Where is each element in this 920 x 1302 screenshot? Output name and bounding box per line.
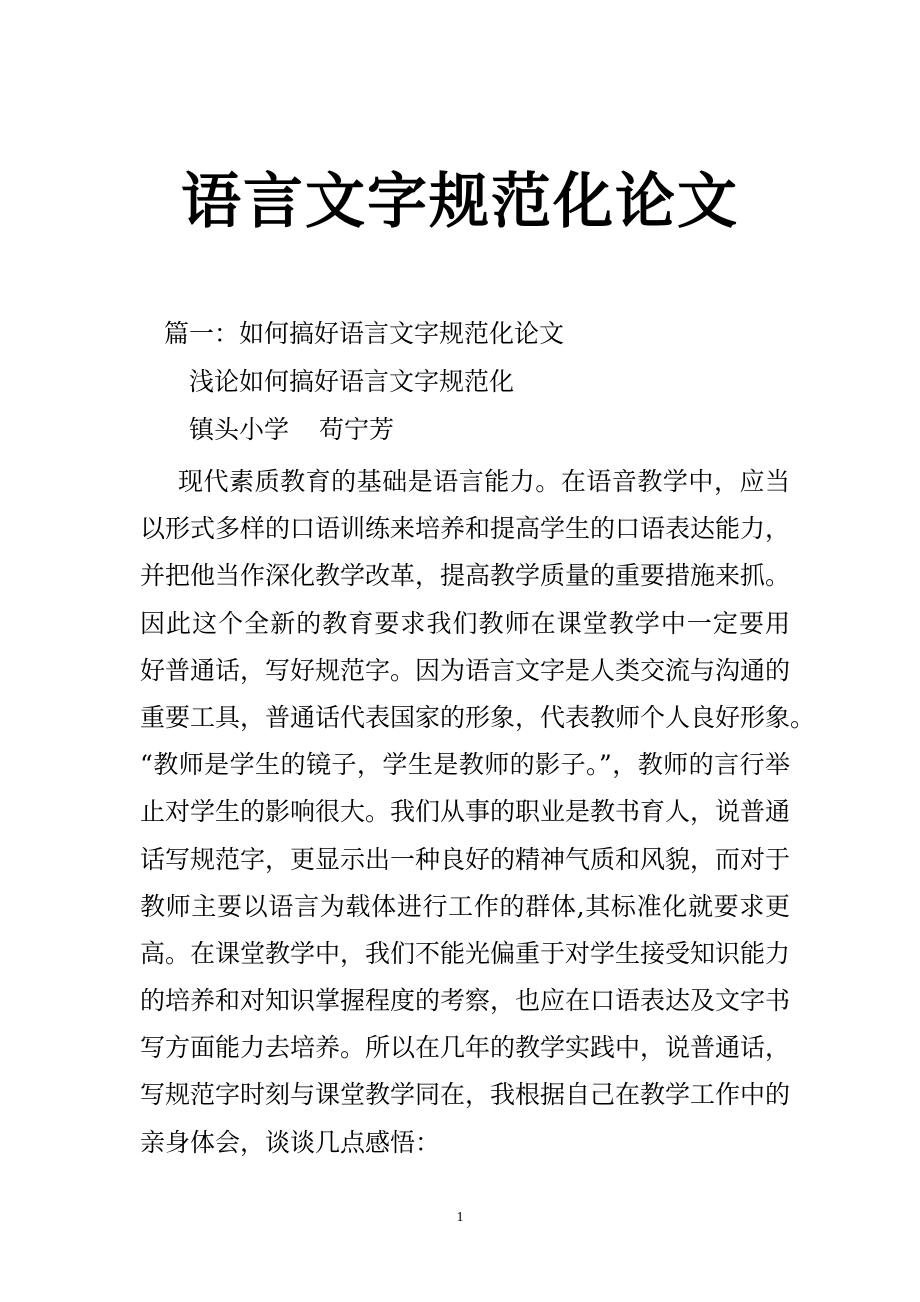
body-line: 因此这个全新的教育要求我们教师在课堂教学中一定要用	[140, 608, 790, 638]
author-line	[189, 412, 394, 448]
body-line: 写规范字时刻与课堂教学同在，我根据自己在教学工作中的	[140, 1080, 791, 1110]
page-number: 1	[456, 1210, 464, 1225]
body-line: 止对学生的影响很大。我们从事的职业是教书育人，说普通	[140, 797, 791, 827]
section-heading: 篇一：如何搞好语言文字规范化论文	[164, 319, 565, 348]
document-title: 语言文字规范化论文	[181, 167, 739, 237]
body-line: 以形式多样的口语训练来培养和提高学生的口语表达能力，	[140, 514, 791, 544]
author-name: 苟宁芳	[319, 415, 395, 444]
body-line: 重要工具，普通话代表国家的形象，代表教师个人良好形象。	[140, 702, 816, 732]
body-line: 好普通话，写好规范字。因为语言文字是人类交流与沟通的	[140, 655, 791, 685]
body-paragraph	[140, 458, 816, 1166]
body-line: 的培养和对知识掌握程度的考察，也应在口语表达及文字书	[140, 986, 791, 1016]
body-line: 并把他当作深化教学改革，提高教学质量的重要措施来抓。	[140, 561, 791, 591]
body-line: 高。在课堂教学中，我们不能光偏重于对学生接受知识能力	[140, 938, 791, 968]
body-line: 亲身体会，谈谈几点感悟：	[140, 1127, 441, 1157]
article-subtitle: 浅论如何搞好语言文字规范化	[189, 367, 515, 396]
body-line: 写方面能力去培养。所以在几年的教学实践中，说普通话，	[140, 1033, 791, 1063]
author-school: 镇头小学	[189, 415, 290, 444]
body-line: “教师是学生的镜子，学生是教师的影子。”，教师的言行举	[140, 750, 790, 780]
body-line: 教师主要以语言为载体进行工作的群体,其标准化就要求更	[140, 891, 790, 921]
body-line: 现代素质教育的基础是语言能力。在语音教学中，应当	[178, 467, 790, 496]
body-line: 话写规范字，更显示出一种良好的精神气质和风貌，而对于	[140, 844, 791, 874]
